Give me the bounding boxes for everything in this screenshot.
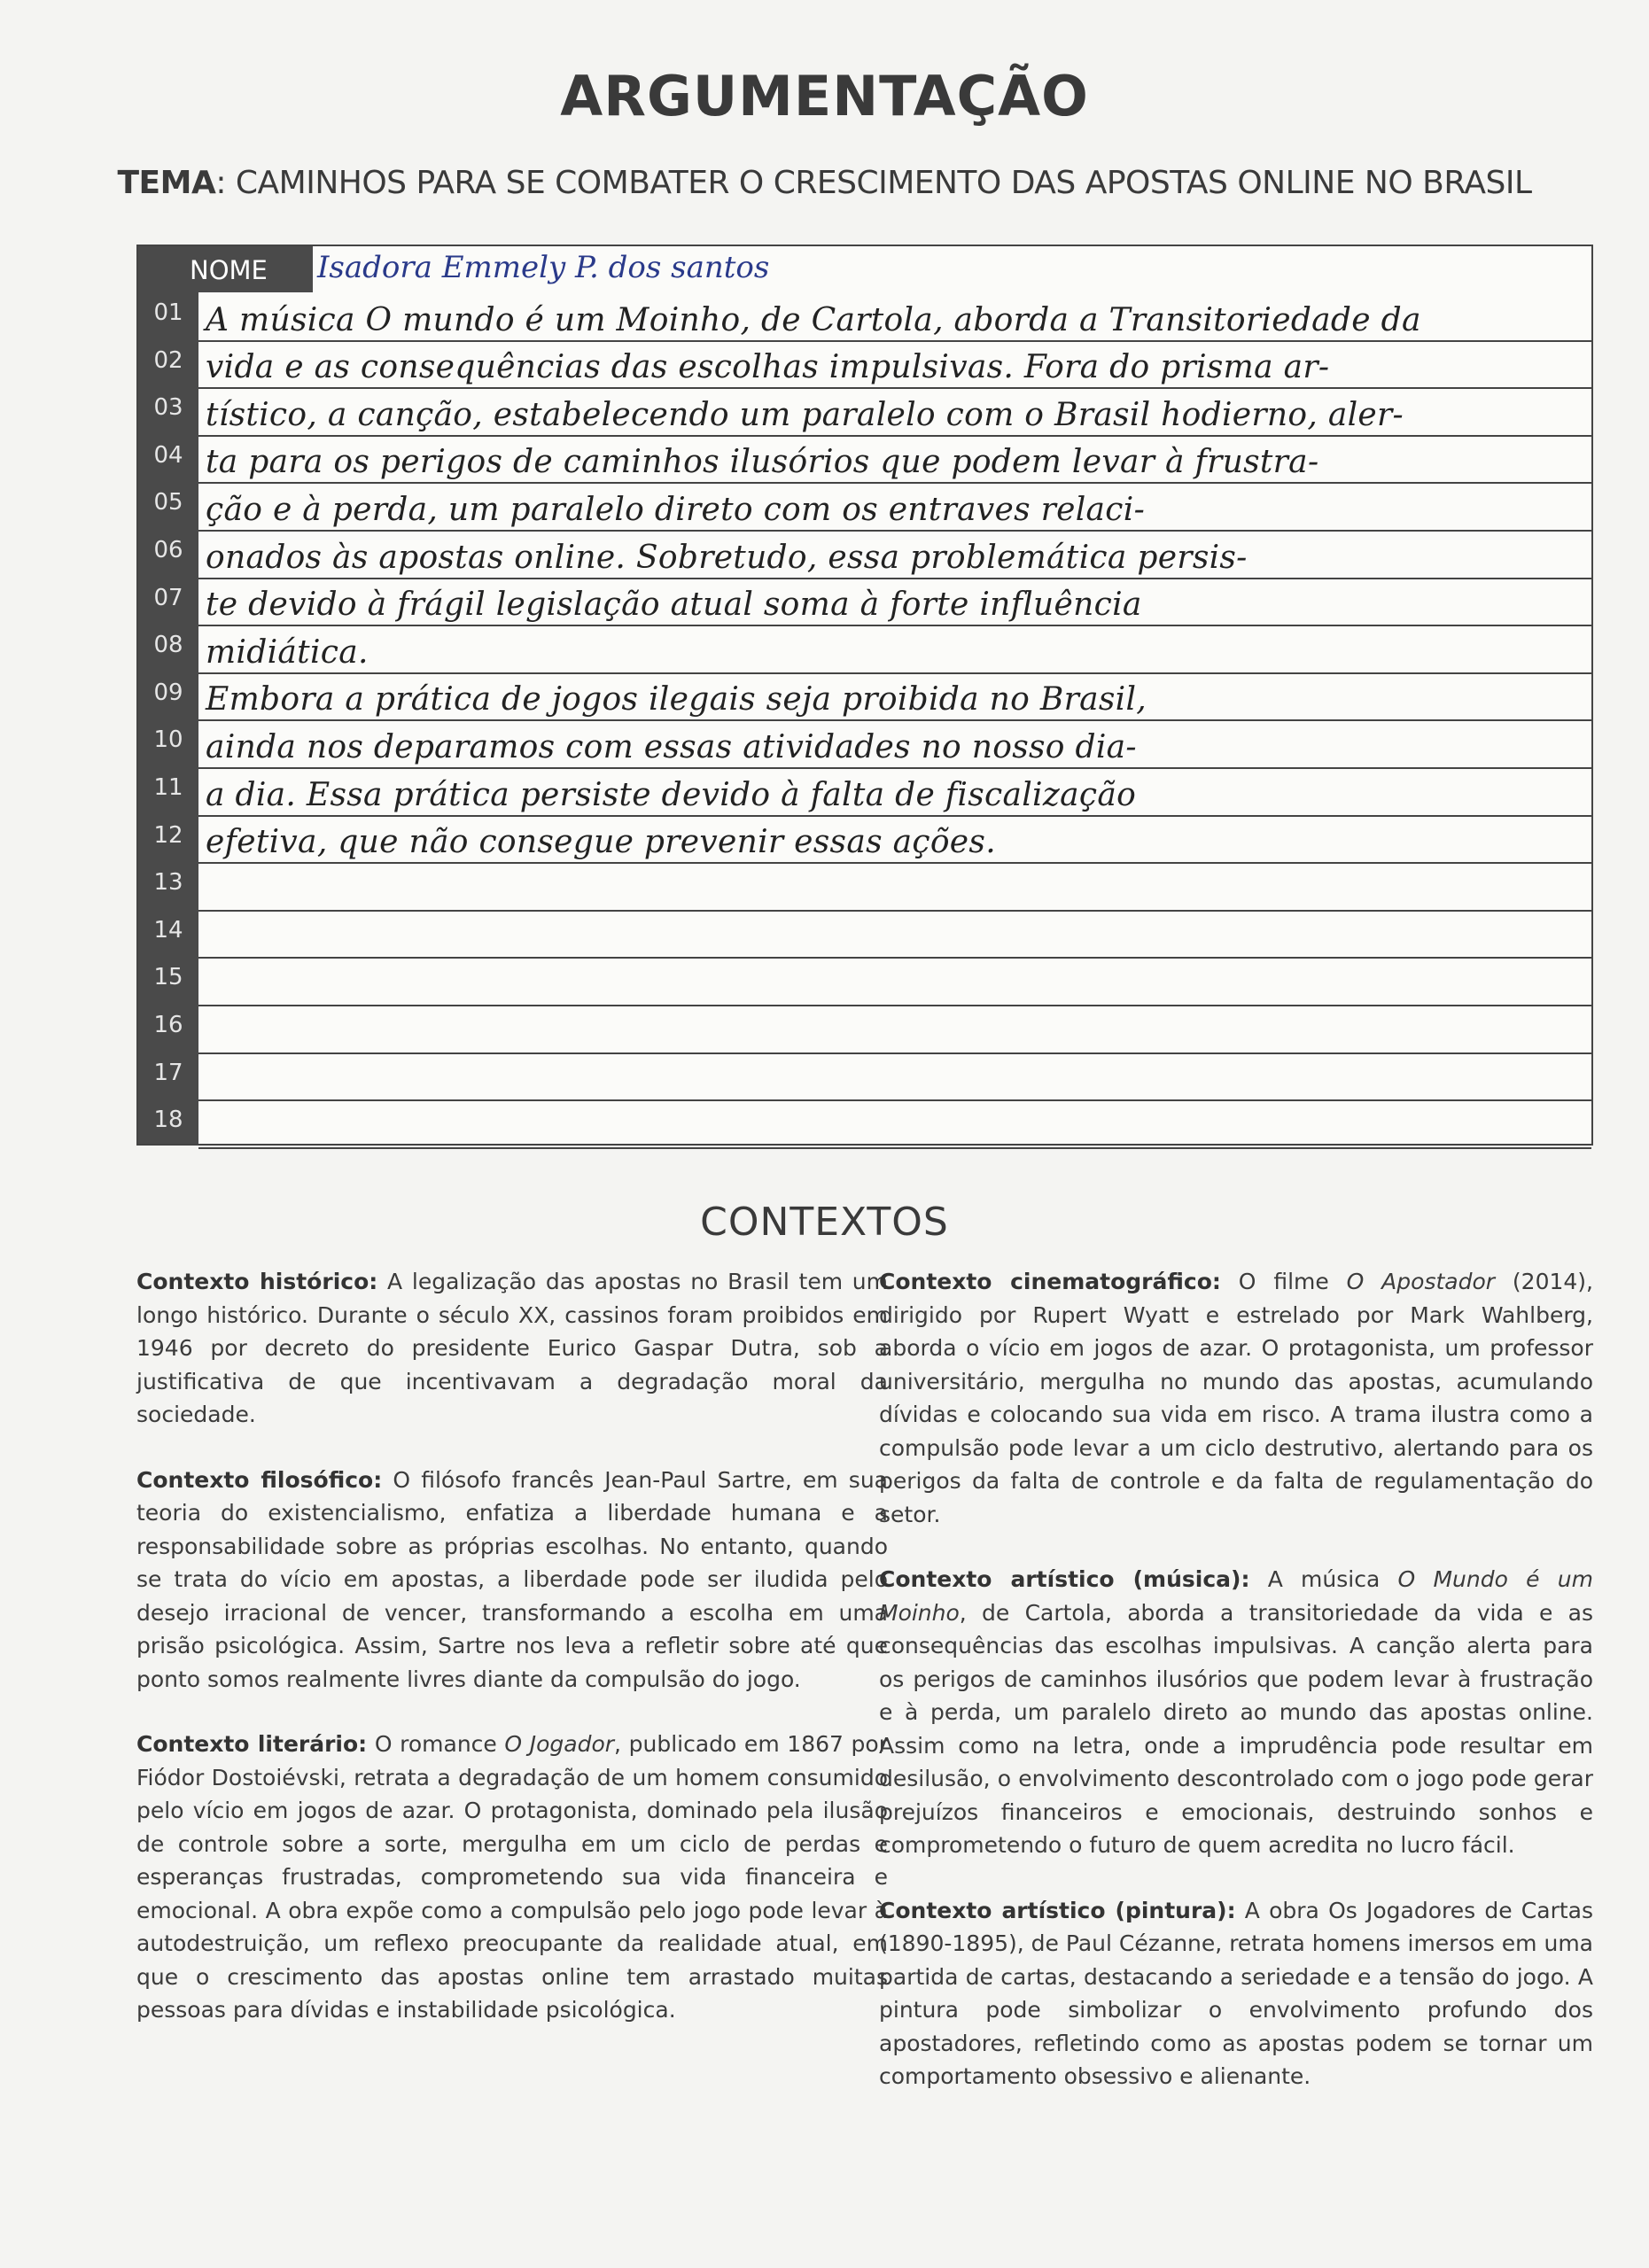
essay-line	[153, 910, 1591, 959]
context-label: Contexto literário:	[136, 1731, 368, 1757]
line-number: 14	[153, 916, 183, 944]
context-text-pre: O filme	[1220, 1269, 1347, 1294]
essay-line	[153, 815, 1591, 865]
context-text: (2014), dirigido por Rupert Wyatt e estrelado por Mark Wahlberg, aborda o vício em jogos de azar. O protagonista, um professor universitário, mergulha no mundo das apostas, acumulando dívidas e colocando sua vida em risco. A trama ilustra como a compulsão pode levar a um ciclo destrutivo, alertando para os perigos da falta de controle e da falta de regulamentação do setor.	[879, 1269, 1593, 1527]
context-label: Contexto filosófico:	[136, 1466, 383, 1493]
context-paragraph	[879, 1265, 1593, 1531]
essay-line	[153, 957, 1591, 1006]
context-label: Contexto artístico (música):	[879, 1566, 1250, 1592]
line-number: 10	[153, 726, 183, 754]
context-paragraph	[879, 1563, 1593, 1862]
work-title: O Jogador	[504, 1731, 615, 1757]
handwritten-text: efetiva, que não consegue prevenir essas ações.	[206, 824, 996, 861]
line-number: 15	[153, 964, 183, 991]
context-text: O filósofo francês Jean-Paul Sartre, em sua teoria do existencialismo, enfatiza a liberdade humana e a responsabilidade sobre as próprias escolhas. No entanto, quando se trata do vício em apostas, a liberdade pode ser iludida pelo desejo irracional de vencer, transformando a escolha em uma prisão psicológica. Assim, Sartre nos leva a refletir sobre até que ponto somos realmente livres diante da compulsão do jogo.	[136, 1466, 888, 1692]
essay-line	[153, 1005, 1591, 1054]
essay-line	[153, 672, 1591, 722]
handwritten-text: Embora a prática de jogos ilegais seja proibida no Brasil,	[206, 681, 1147, 718]
handwritten-text: tístico, a canção, estabelecendo um paralelo com o Brasil hodierno, aler-	[206, 396, 1404, 433]
context-label: Contexto cinematográfico:	[879, 1269, 1221, 1294]
handwritten-text: midiática.	[206, 633, 369, 671]
theme-label: TEMA	[117, 165, 216, 201]
line-number: 07	[153, 584, 183, 611]
context-text: , publicado em 1867 por Fiódor Dostoiévski, retrata a degradação de um homem consumido pelo vício em jogos de azar. O protagonista, dominado pela ilusão de controle sobre a sorte, mergulha em um ciclo de perdas e esperanças frustradas, comprometendo sua vida financeira e emocional. A obra expõe como a compulsão pelo jogo pode levar à autodestruição, um reflexo preocupante da realidade atual, em que o crescimento das apostas online tem arrastado muitas pessoas para dívidas e instabilidade psicológica.	[136, 1731, 888, 2023]
line-number: 16	[153, 1012, 183, 1038]
line-number: 17	[153, 1059, 183, 1086]
contexts-heading: CONTEXTOS	[700, 1200, 949, 1245]
essay-line	[153, 578, 1591, 627]
theme-line	[0, 165, 1649, 201]
handwritten-text: te devido à frágil legislação atual soma à forte influência	[206, 586, 1142, 624]
handwritten-text: onados às apostas online. Sobretudo, essa problemática persis-	[206, 539, 1248, 576]
context-paragraph	[136, 1464, 888, 1697]
essay-line	[153, 625, 1591, 674]
contexts-left-column	[136, 1265, 888, 2059]
essay-sheet	[136, 245, 1593, 1146]
essay-line	[153, 767, 1591, 817]
essay-line	[153, 292, 1591, 342]
context-paragraph	[136, 1728, 888, 2027]
essay-line	[153, 719, 1591, 769]
essay-line	[153, 1099, 1591, 1149]
line-number: 03	[153, 394, 183, 422]
name-label-box	[138, 246, 313, 292]
context-text-pre: O romance	[367, 1731, 505, 1757]
context-label: Contexto artístico (pintura):	[879, 1897, 1236, 1923]
handwritten-text: ta para os perigos de caminhos ilusórios que podem levar à frustra-	[206, 444, 1319, 481]
essay-line	[153, 862, 1591, 912]
name-label: NOME	[190, 255, 268, 285]
theme-text: : CAMINHOS PARA SE COMBATER O CRESCIMENTO DAS APOSTAS ONLINE NO BRASIL	[215, 165, 1532, 201]
line-number: 08	[153, 632, 183, 659]
handwritten-text: ainda nos deparamos com essas atividades no nosso dia-	[206, 728, 1137, 765]
line-number: 18	[153, 1107, 183, 1134]
page-title: ARGUMENTAÇÃO	[560, 64, 1089, 128]
context-text-pre: A música	[1249, 1566, 1398, 1592]
context-paragraph	[136, 1265, 888, 1432]
handwritten-text: ção e à perda, um paralelo direto com os entraves relaci-	[206, 491, 1146, 528]
line-number: 12	[153, 821, 183, 849]
context-text: , de Cartola, aborda a transitoriedade da vida e as consequências das escolhas impulsivas. A canção alerta para os perigos de caminhos ilusórios que podem levar à frustração e à perda, um paralelo direto ao mundo das apostas online. Assim como na letra, onde a imprudência pode resultar em desilusão, o envolvimento descontrolado com o jogo pode gerar prejuízos financeiros e emocionais, destruindo sonhos e comprometendo o futuro de quem acredita no lucro fácil.	[879, 1599, 1593, 1858]
essay-line	[153, 340, 1591, 390]
essay-line	[153, 1052, 1591, 1102]
handwritten-text: A música O mundo é um Moinho, de Cartola, aborda a Transitoriedade da	[206, 301, 1421, 338]
essay-line	[153, 530, 1591, 579]
contexts-right-column	[879, 1265, 1593, 2125]
essay-line	[153, 482, 1591, 532]
work-title: O Mundo é um Moinho	[879, 1566, 1593, 1626]
line-number: 04	[153, 441, 183, 469]
name-value: Isadora Emmely P. dos santos	[317, 250, 770, 285]
context-text: A legalização das apostas no Brasil tem um longo histórico. Durante o século XX, cassinos foram proibidos em 1946 por decreto do presidente Eurico Gaspar Dutra, sob a justificativa de que incentivavam a degradação moral da sociedade.	[136, 1269, 889, 1427]
essay-line	[153, 387, 1591, 437]
line-number: 09	[153, 679, 183, 706]
line-number: 01	[153, 299, 183, 326]
context-label: Contexto histórico:	[136, 1269, 378, 1294]
line-number: 13	[153, 869, 183, 897]
line-number: 02	[153, 346, 183, 374]
work-title: O Apostador	[1346, 1269, 1496, 1294]
line-number: 05	[153, 489, 183, 517]
handwritten-text: vida e as consequências das escolhas impulsivas. Fora do prisma ar-	[206, 349, 1330, 386]
essay-line	[153, 435, 1591, 485]
line-number: 06	[153, 537, 183, 563]
context-paragraph	[879, 1894, 1593, 2093]
handwritten-text: a dia. Essa prática persiste devido à falta de fiscalização	[206, 776, 1137, 813]
line-number: 11	[153, 774, 183, 801]
context-text: A obra Os Jogadores de Cartas (1890-1895), de Paul Cézanne, retrata homens imersos em uma partida de cartas, destacando a seriedade e a tensão do jogo. A pintura pode simbolizar o envolvimento profundo dos apostadores, refletindo como as apostas podem se tornar um comportamento obsessivo e alienante.	[879, 1897, 1594, 2089]
